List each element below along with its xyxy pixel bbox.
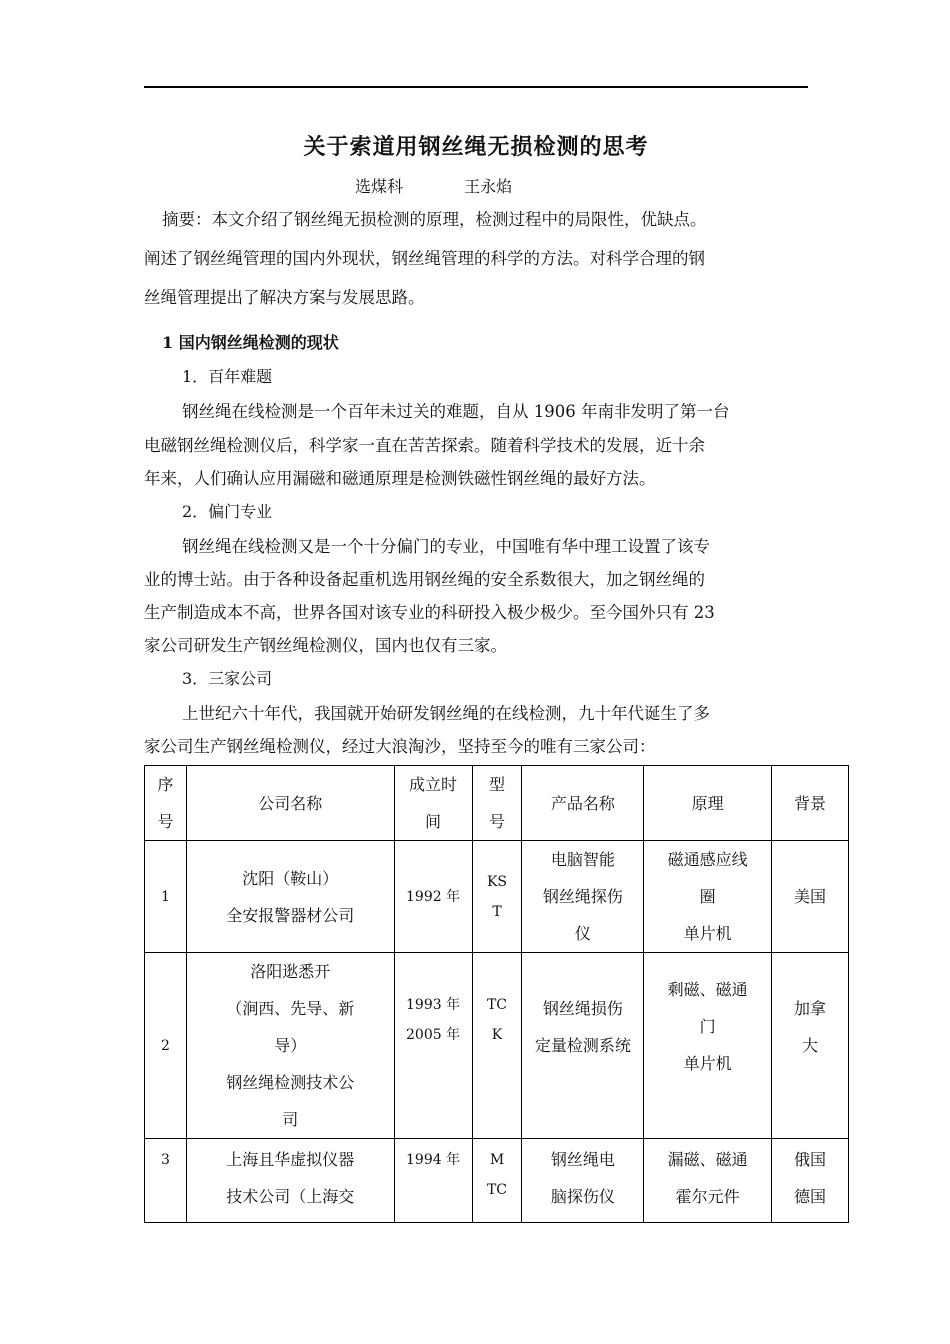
sub1-line-3: 年来，人们确认应用漏磁和磁通原理是检测铁磁性钢丝绳的最好方法。 [144,469,656,488]
cell-company: 洛阳逖悉开 （涧西、先导、新 导） 钢丝绳检测技术公 司 [186,953,394,1139]
cell-principle: 剩磁、磁通 门 单片机 [644,953,772,1139]
cell-model: KS T [472,841,522,953]
table-row [145,953,849,1139]
cell-product: 电脑智能 钢丝绳探伤 仪 [522,841,644,953]
cell-principle: 磁通感应线 圈 单片机 [644,841,772,953]
sub2-line-3: 生产制造成本不高，世界各国对该专业的科研投入极少极少。至今国外只有 23 [144,603,715,622]
header-rule [144,86,808,88]
sub2-line-1: 钢丝绳在线检测又是一个十分偏门的专业，中国唯有华中理工设置了该专 [182,537,710,556]
header-company: 公司名称 [186,766,394,841]
header-principle: 原理 [644,766,772,841]
sub2-line-4: 家公司研发生产钢丝绳检测仪，国内也仅有三家。 [144,636,507,655]
abstract-line-2: 阐述了钢丝绳管理的国内外现状，钢丝绳管理的科学的方法。对科学合理的钢 [144,249,705,268]
cell-founded: 1994 年 [394,1139,472,1223]
subsection-3-heading: 3．三家公司 [182,669,273,688]
cell-company: 沈阳（鞍山） 全安报警器材公司 [186,841,394,953]
document-title: 关于索道用钢丝绳无损检测的思考 [303,134,649,160]
header-product: 产品名称 [522,766,644,841]
cell-seq: 3 [145,1139,187,1223]
cell-founded: 1993 年 2005 年 [394,953,472,1139]
table-header-row [145,766,849,841]
cell-founded: 1992 年 [394,841,472,953]
cell-principle: 漏磁、磁通 霍尔元件 [644,1139,772,1223]
sub1-line-1: 钢丝绳在线检测是一个百年未过关的难题，自从 1906 年南非发明了第一台 [182,402,730,421]
section-1-heading: 1 国内钢丝绳检测的现状 [162,333,339,352]
cell-company: 上海且华虚拟仪器 技术公司（上海交 [186,1139,394,1223]
table-row [145,841,849,953]
cell-model: M TC [472,1139,522,1223]
subsection-1-heading: 1．百年难题 [182,367,273,386]
cell-model: TC K [472,953,522,1139]
cell-product: 钢丝绳电 脑探伤仪 [522,1139,644,1223]
cell-product: 钢丝绳损伤 定量检测系统 [522,953,644,1139]
header-model: 型 号 [472,766,522,841]
cell-background: 加拿 大 [772,953,849,1139]
sub3-line-2: 家公司生产钢丝绳检测仪，经过大浪淘沙，坚持至今的唯有三家公司： [144,737,656,756]
authors [355,174,568,197]
header-background: 背景 [772,766,849,841]
header-founded: 成立时 间 [394,766,472,841]
cell-background: 俄国 德国 [772,1139,849,1223]
table-row [145,1139,849,1223]
sub3-line-1: 上世纪六十年代，我国就开始研发钢丝绳的在线检测，九十年代诞生了多 [182,704,710,723]
sub2-line-2: 业的博士站。由于各种设备起重机选用钢丝绳的安全系数很大，加之钢丝绳的 [144,570,705,589]
sub1-line-2: 电磁钢丝绳检测仪后，科学家一直在苦苦探索。随着科学技术的发展，近十余 [144,436,705,455]
cell-seq: 1 [145,841,187,953]
abstract-line-1: 摘要：本文介绍了钢丝绳无损检测的原理，检测过程中的局限性，优缺点。 [162,210,707,229]
company-table [144,765,849,1223]
abstract-line-3: 丝绳管理提出了解决方案与发展思路。 [144,288,425,307]
cell-background: 美国 [772,841,849,953]
header-seq: 序 号 [145,766,187,841]
author-dept: 选煤科 [355,177,404,196]
cell-seq: 2 [145,953,187,1139]
subsection-2-heading: 2．偏门专业 [182,502,273,521]
author-name: 王永焰 [464,177,513,196]
